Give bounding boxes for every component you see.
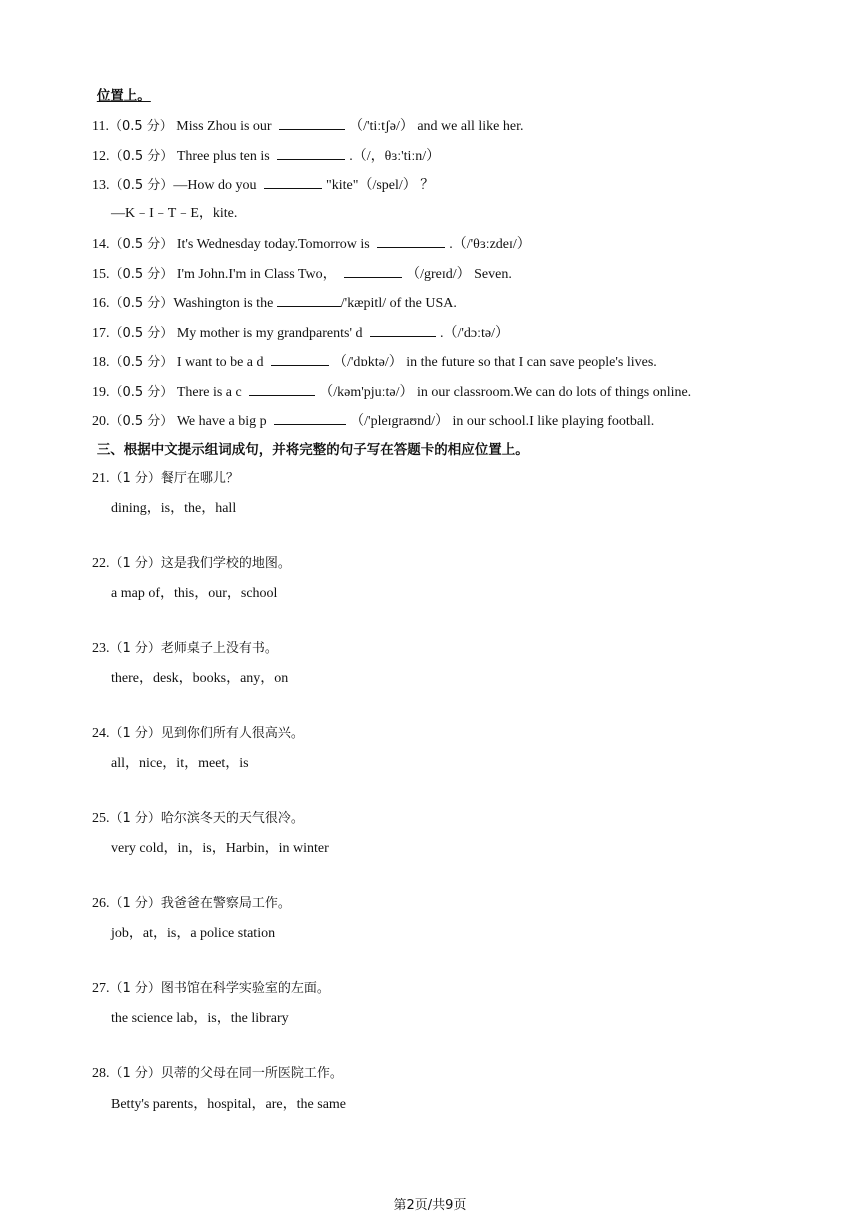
question-text-before: I'm John.I'm in Class Two， <box>173 267 341 282</box>
question-14 <box>78 213 531 252</box>
question-text-after: /'kæpitl/ of the USA. <box>340 296 457 311</box>
question-score: （0.5 分） <box>109 414 174 429</box>
question-24-words <box>97 734 249 771</box>
question-prompt: 餐厅在哪儿？ <box>160 471 239 486</box>
question-text-after: "kite"（/spel/） ？ <box>326 178 435 193</box>
question-20 <box>78 390 655 429</box>
word-list: Betty's parents，hospital，are，the same <box>111 1097 347 1112</box>
question-prompt: 哈尔滨冬天的天气很冷。 <box>160 811 304 826</box>
page-footer: 第2页/共9页 <box>393 1198 467 1213</box>
question-text-after: （/'tiːtʃə/） and we all like her. <box>349 119 524 134</box>
question-text-after: .（/'θɜːzdeɪ/） <box>449 237 531 252</box>
question-15 <box>78 243 512 282</box>
question-score: （0.5 分） <box>109 237 174 252</box>
question-score: （0.5 分） <box>109 296 174 311</box>
question-prompt: 老师桌子上没有书。 <box>160 641 278 656</box>
question-text-before: Washington is the <box>173 296 277 311</box>
question-prompt: 贝蒂的父母在同一所医院工作。 <box>160 1066 343 1081</box>
question-score: （0.5 分） <box>109 178 174 193</box>
answer-blank[interactable] <box>264 174 322 189</box>
question-number: 28. <box>92 1066 110 1081</box>
question-score: （1 分） <box>109 896 161 911</box>
question-text-before: We have a big p <box>173 414 271 429</box>
question-number: 20. <box>92 414 110 429</box>
question-text-after: .（/'dɔːtə/） <box>439 326 509 341</box>
question-26-words <box>97 904 276 941</box>
question-number: 23. <box>92 641 110 656</box>
question-28 <box>78 1044 343 1081</box>
question-21-words <box>97 479 237 516</box>
question-number: 15. <box>92 267 110 282</box>
question-12 <box>78 125 441 164</box>
question-text-after: （/'pleɪgraʊnd/） in our school.I like playing football. <box>350 414 655 429</box>
question-text-before: I want to be a d <box>173 355 268 370</box>
question-text-after: （/'dɒktə/） in the future so that I can save people's lives. <box>333 355 657 370</box>
question-number: 14. <box>92 237 110 252</box>
question-score: （0.5 分） <box>108 119 173 134</box>
word-list: there，desk，books，any，on <box>111 671 289 686</box>
question-prompt: 我爸爸在警察局工作。 <box>160 896 291 911</box>
question-number: 11. <box>92 119 109 134</box>
word-list: a map of，this，our，school <box>111 586 278 601</box>
question-number: 21. <box>92 471 110 486</box>
question-text-before: It's Wednesday today.Tomorrow is <box>173 237 374 252</box>
question-11 <box>78 95 524 134</box>
question-prompt: 这是我们学校的地图。 <box>160 556 291 571</box>
question-24 <box>78 704 304 741</box>
question-score: （0.5 分） <box>109 355 174 370</box>
question-18 <box>78 331 657 370</box>
question-score: （1 分） <box>109 641 161 656</box>
section-3-heading-text: 三、根据中文提示组词成句，并将完整的句子写在答题卡的相应位置上。 <box>96 442 529 458</box>
question-26 <box>78 874 291 911</box>
question-number: 27. <box>92 981 110 996</box>
question-22 <box>78 534 291 571</box>
question-number: 19. <box>92 385 110 400</box>
question-number: 12. <box>92 149 110 164</box>
top-heading-text: 位置上。 <box>96 88 151 104</box>
question-13-answer <box>97 184 238 221</box>
question-text-before: My mother is my grandparents' d <box>173 326 366 341</box>
question-19 <box>78 361 692 400</box>
question-number: 16. <box>92 296 110 311</box>
question-text-after: .（/，θɜː'tiːn/） <box>349 149 441 164</box>
question-text-after: （/greɪd/） Seven. <box>406 267 512 282</box>
question-27-words <box>97 989 289 1026</box>
question-number: 24. <box>92 726 110 741</box>
question-prompt: 见到你们所有人很高兴。 <box>160 726 304 741</box>
word-list: job，at，is，a police station <box>111 926 276 941</box>
question-16 <box>78 272 457 311</box>
question-number: 13. <box>92 178 110 193</box>
question-text-before: —How do you <box>173 178 261 193</box>
section-3-heading <box>78 420 529 458</box>
question-23-words <box>97 649 289 686</box>
question-28-words <box>97 1075 347 1112</box>
question-number: 25. <box>92 811 110 826</box>
question-23 <box>78 619 278 656</box>
q13-answer-text: —K﹣I﹣T﹣E，kite. <box>111 206 238 221</box>
question-22-words <box>97 564 278 601</box>
word-list: all，nice，it，meet，is <box>111 756 249 771</box>
question-score: （0.5 分） <box>109 267 174 282</box>
question-prompt: 图书馆在科学实验室的左面。 <box>160 981 330 996</box>
question-27 <box>78 959 330 996</box>
question-13 <box>78 154 435 193</box>
question-text-after: （/kəm'pjuːtə/） in our classroom.We can do lots of things online. <box>319 385 692 400</box>
question-number: 17. <box>92 326 110 341</box>
question-text-before: Miss Zhou is our <box>172 119 276 134</box>
question-number: 18. <box>92 355 110 370</box>
question-25 <box>78 789 304 826</box>
question-score: （0.5 分） <box>109 326 174 341</box>
question-score: （1 分） <box>109 811 161 826</box>
word-list: dining，is，the，hall <box>111 501 237 516</box>
question-score: （1 分） <box>109 981 161 996</box>
question-score: （1 分） <box>109 471 161 486</box>
question-number: 26. <box>92 896 110 911</box>
question-21 <box>78 449 239 486</box>
question-score: （0.5 分） <box>109 385 174 400</box>
question-25-words <box>97 819 329 856</box>
question-17 <box>78 302 509 341</box>
question-number: 22. <box>92 556 110 571</box>
question-text-before: There is a c <box>173 385 246 400</box>
question-score: （1 分） <box>109 1066 161 1081</box>
top-heading <box>78 66 151 104</box>
question-text-before: Three plus ten is <box>173 149 274 164</box>
question-score: （0.5 分） <box>109 149 174 164</box>
question-score: （1 分） <box>109 556 161 571</box>
word-list: the science lab，is，the library <box>111 1011 289 1026</box>
word-list: very cold，in，is，Harbin，in winter <box>111 841 329 856</box>
question-score: （1 分） <box>109 726 161 741</box>
